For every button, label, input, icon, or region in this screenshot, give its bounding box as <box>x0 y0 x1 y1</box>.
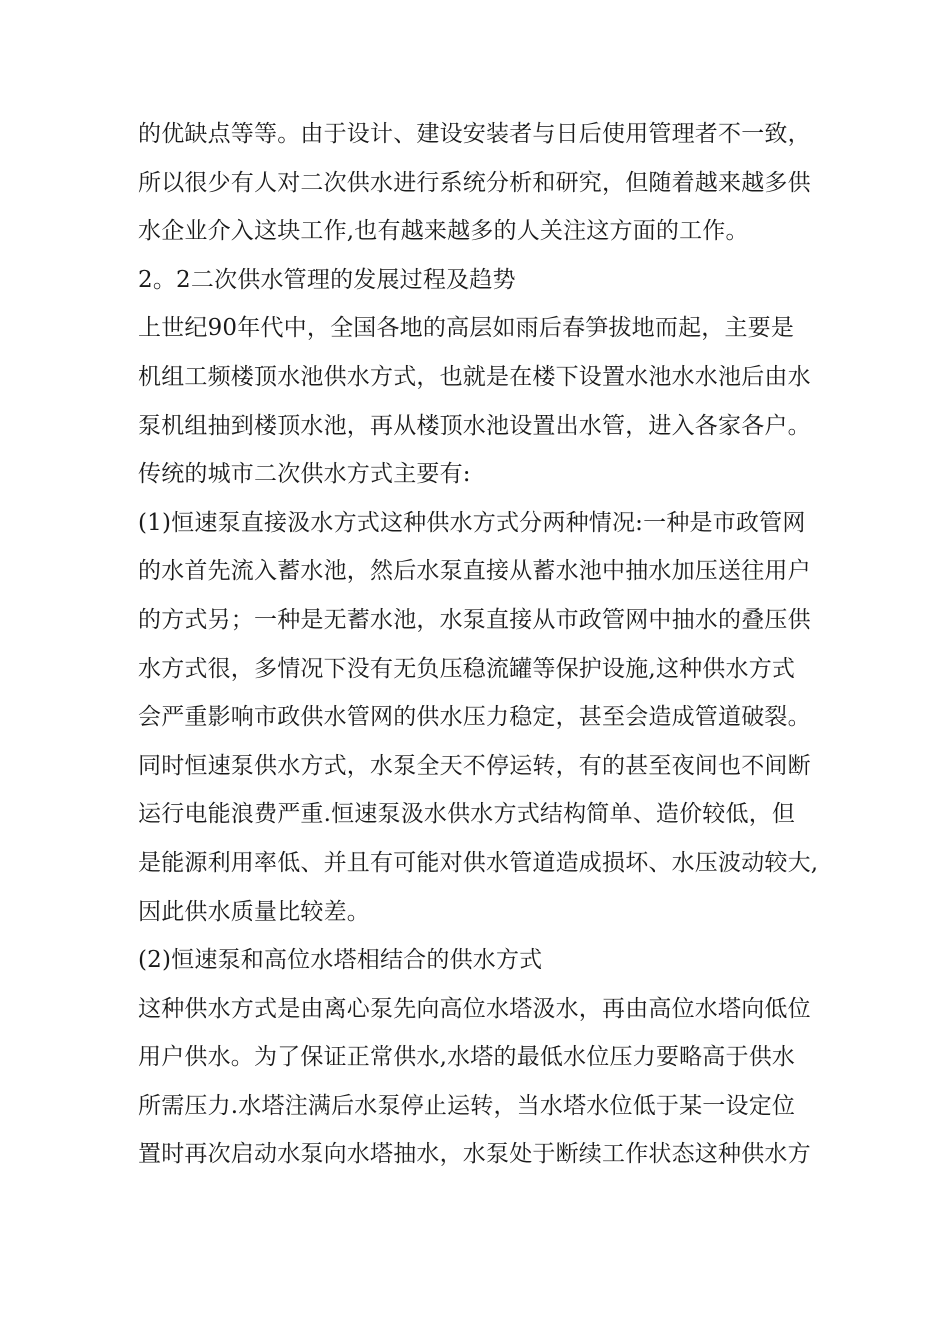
list-item-1: (1)恒速泵直接汲水方式这种供水方式分两种情况:一种是市政管网 <box>138 509 806 536</box>
body-text <box>138 110 838 1179</box>
text-line: 的优缺点等等。由于设计、建设安装者与日后使用管理者不一致， <box>138 121 811 147</box>
text-line: 这种供水方式是由离心泵先向高位水塔汲水，再由高位水塔向低位 <box>138 995 811 1022</box>
text-line: 用户供水。为了保证正常供水,水塔的最低水位压力要略高于供水 <box>138 1044 796 1071</box>
text-line: 水企业介入这块工作,也有越来越多的人关注这方面的工作。 <box>138 218 749 245</box>
text-line: 机组工频楼顶水池供水方式，也就是在楼下设置水池水水池后由水 <box>138 363 811 390</box>
text-line: 因此供水质量比较差。 <box>138 898 370 925</box>
text-line: 的水首先流入蓄水池，然后水泵直接从蓄水池中抽水加压送往用户 <box>138 558 811 585</box>
section-heading: 2。2二次供水管理的发展过程及趋势 <box>138 266 516 293</box>
text-line: 水方式很，多情况下没有无负压稳流罐等保护设施,这种供水方式 <box>138 655 796 682</box>
text-line: 运行电能浪费严重.恒速泵汲水供水方式结构简单、造价较低，但 <box>138 801 796 828</box>
text-line: 所以很少有人对二次供水进行系统分析和研究，但随着越来越多供 <box>138 169 811 196</box>
text-line: 是能源利用率低、并且有可能对供水管道造成损坏、水压波动较大, <box>138 849 819 876</box>
text-line: 泵机组抽到楼顶水池，再从楼顶水池设置出水管，进入各家各户。 <box>138 412 811 439</box>
text-line: 传统的城市二次供水方式主要有: <box>138 461 471 488</box>
text-line: 同时恒速泵供水方式，水泵全天不停运转，有的甚至夜间也不间断 <box>138 752 811 779</box>
text-line: 会严重影响市政供水管网的供水压力稳定，甚至会造成管道破裂。 <box>138 704 811 731</box>
text-line: 所需压力.水塔注满后水泵停止运转，当水塔水位低于某一设定位 <box>138 1092 796 1119</box>
list-item-2: (2)恒速泵和高位水塔相结合的供水方式 <box>138 947 543 974</box>
text-line: 上世纪90年代中，全国各地的高层如雨后春笋拔地而起，主要是 <box>138 315 795 342</box>
text-line: 的方式另；一种是无蓄水池，水泵直接从市政管网中抽水的叠压供 <box>138 606 811 633</box>
text-line: 置时再次启动水泵向水塔抽水，水泵处于断续工作状态这种供水方 <box>138 1141 811 1168</box>
